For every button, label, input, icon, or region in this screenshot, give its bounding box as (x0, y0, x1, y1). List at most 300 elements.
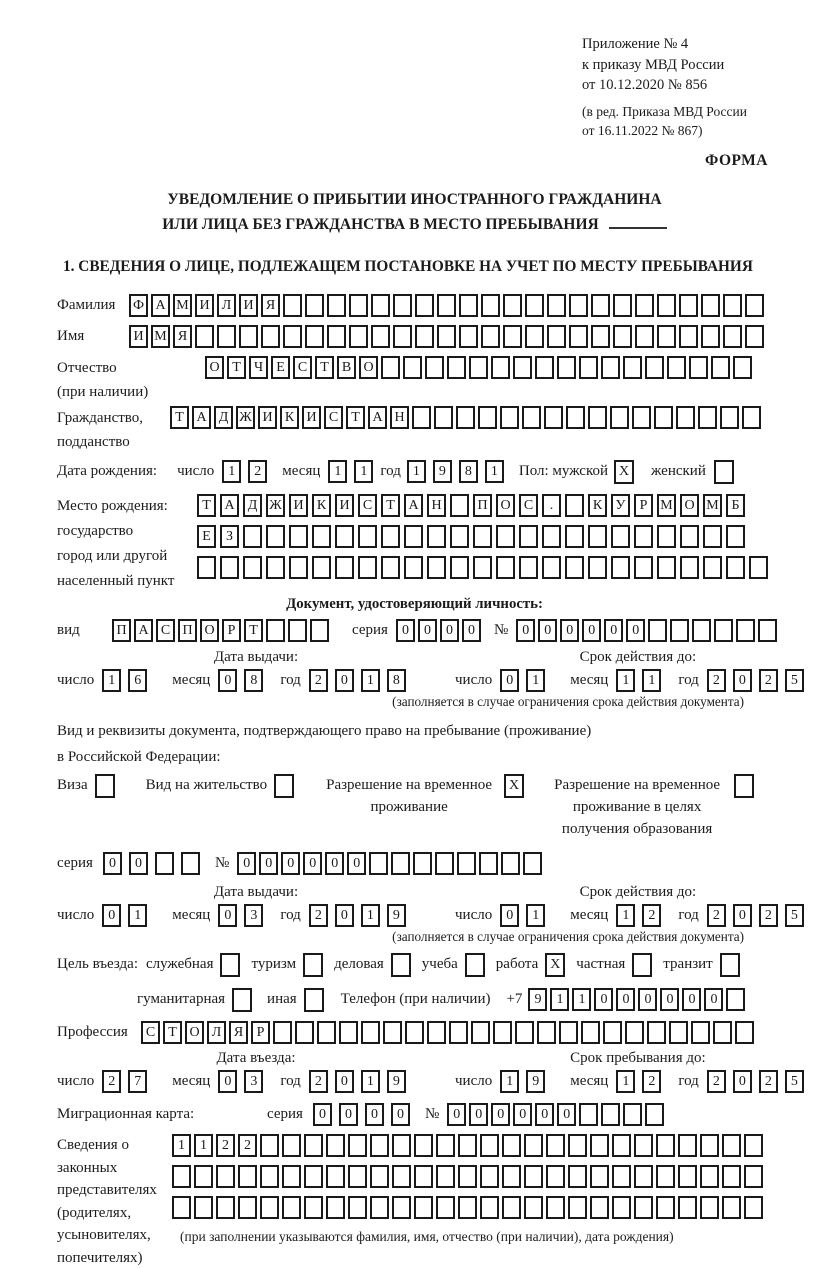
char-cell (736, 619, 755, 642)
char-cell (437, 325, 456, 348)
char-cell: И (289, 494, 308, 517)
char-cell (436, 1196, 455, 1219)
char-cell (480, 1196, 499, 1219)
char-cell: 6 (128, 669, 147, 692)
char-cell: 2 (102, 1070, 121, 1093)
char-cell: 0 (365, 1103, 384, 1126)
char-cell (544, 406, 563, 429)
char-cell (634, 556, 653, 579)
char-cell (274, 774, 294, 798)
birth-place-label-2: государство (57, 522, 134, 539)
char-cell (491, 356, 510, 379)
char-cell (197, 556, 216, 579)
char-cell (744, 1196, 763, 1219)
migration-card-label: Миграционная карта: (57, 1106, 195, 1123)
char-cell (679, 294, 698, 317)
char-cell: С (358, 494, 377, 517)
char-cell (667, 356, 686, 379)
representatives-block (57, 1134, 772, 1269)
char-cell (623, 1103, 642, 1126)
char-cell (220, 953, 240, 977)
entry-month-cells (218, 1070, 270, 1093)
temp-residence-education-checkbox (734, 774, 757, 798)
char-cell (465, 953, 485, 977)
char-cell (327, 325, 346, 348)
char-cell: 1 (500, 1070, 519, 1093)
char-cell: 1 (616, 669, 635, 692)
char-cell (502, 1165, 521, 1188)
purpose-work-label: работа (495, 956, 539, 973)
char-cell: 0 (237, 852, 256, 875)
char-cell (714, 619, 733, 642)
purpose-humanitarian-checkbox (232, 988, 255, 1012)
residence-intro-line2: в Российской Федерации: (57, 748, 221, 765)
char-cell (714, 460, 734, 484)
representatives-label-5: усыновителях, (57, 1227, 151, 1244)
residence-issue-heading: Дата выдачи: (213, 884, 299, 901)
char-cell (358, 556, 377, 579)
temp-residence-education-option (547, 774, 757, 840)
char-cell (392, 1165, 411, 1188)
identity-expiry-year-cells (707, 669, 811, 692)
char-cell (304, 1134, 323, 1157)
char-cell: С (156, 619, 175, 642)
char-cell (172, 1165, 191, 1188)
char-cell: 0 (538, 619, 557, 642)
residence-series-label: серия (57, 855, 93, 872)
char-cell: 1 (526, 904, 545, 927)
char-cell: 0 (733, 904, 752, 927)
char-cell: 0 (469, 1103, 488, 1126)
purpose-humanitarian-label: гуманитарная (137, 991, 226, 1008)
char-cell (523, 852, 542, 875)
char-cell (569, 325, 588, 348)
purpose-humanitarian-option (137, 988, 255, 1012)
char-cell: 0 (335, 669, 354, 692)
char-cell: 0 (103, 852, 122, 875)
char-cell: К (312, 494, 331, 517)
char-cell: 1 (102, 669, 121, 692)
char-cell (601, 1103, 620, 1126)
char-cell (700, 1196, 719, 1219)
visa-checkbox (95, 774, 118, 798)
char-cell: Я (173, 325, 192, 348)
char-cell (758, 619, 777, 642)
doc-kind-label: вид (57, 621, 80, 638)
purpose-tourism-option (251, 953, 326, 977)
char-cell: 0 (516, 619, 535, 642)
residence-doc-intro (57, 718, 772, 771)
char-cell (217, 325, 236, 348)
char-cell (458, 1165, 477, 1188)
char-cell: М (151, 325, 170, 348)
char-cell (194, 1196, 213, 1219)
char-cell: 0 (313, 1103, 332, 1126)
day-label: число (57, 907, 95, 924)
char-cell: Я (261, 294, 280, 317)
char-cell (393, 325, 412, 348)
char-cell: М (173, 294, 192, 317)
char-cell: 0 (440, 619, 459, 642)
char-cell (537, 1021, 556, 1044)
char-cell: 1 (407, 460, 426, 483)
representatives-label-4: (родителях, (57, 1204, 132, 1221)
purpose-other-label: иная (267, 991, 297, 1008)
char-cell (404, 525, 423, 548)
char-cell: 0 (704, 988, 723, 1011)
char-cell (503, 325, 522, 348)
representatives-label-1: Сведения о (57, 1137, 129, 1154)
char-cell (625, 1021, 644, 1044)
char-cell (703, 525, 722, 548)
char-cell: Т (227, 356, 246, 379)
temp-residence-checkbox (504, 774, 527, 798)
char-cell (525, 294, 544, 317)
char-cell: 0 (447, 1103, 466, 1126)
purpose-study-label: учеба (421, 956, 458, 973)
char-cell (415, 325, 434, 348)
char-cell (611, 556, 630, 579)
char-cell (369, 852, 388, 875)
entry-date (57, 1070, 455, 1093)
char-cell: П (112, 619, 131, 642)
char-cell (404, 556, 423, 579)
char-cell: 0 (733, 1070, 752, 1093)
char-cell: 0 (535, 1103, 554, 1126)
char-cell: 9 (526, 1070, 545, 1093)
char-cell (581, 1021, 600, 1044)
char-cell: Н (427, 494, 446, 517)
char-cell (266, 556, 285, 579)
char-cell (524, 1196, 543, 1219)
purpose-official-checkbox (220, 953, 243, 977)
char-cell (546, 1165, 565, 1188)
day-label: число (57, 671, 95, 688)
char-cell (312, 525, 331, 548)
char-cell (447, 356, 466, 379)
birth-place-row2-cells (197, 525, 772, 548)
char-cell (480, 1134, 499, 1157)
char-cell: 0 (491, 1103, 510, 1126)
char-cell (744, 1134, 763, 1157)
char-cell: . (542, 494, 561, 517)
char-cell (216, 1165, 235, 1188)
char-cell: Т (170, 406, 189, 429)
annex-line-1: Приложение № 4 (582, 36, 689, 52)
char-cell (726, 988, 745, 1011)
purpose-official-option (146, 953, 244, 977)
residence-issue-day-cells (102, 904, 154, 927)
char-cell: 8 (387, 669, 406, 692)
char-cell (678, 1134, 697, 1157)
char-cell: 8 (244, 669, 263, 692)
char-cell: 1 (222, 460, 241, 483)
char-cell (588, 556, 607, 579)
char-cell (692, 619, 711, 642)
char-cell: X (545, 953, 565, 977)
birth-place-row1-cells (197, 494, 772, 517)
doc-series-label: серия (352, 621, 388, 638)
char-cell (232, 988, 252, 1012)
char-cell (634, 1196, 653, 1219)
year-label: год (280, 907, 301, 924)
char-cell: Т (244, 619, 263, 642)
residence-expiry-date (455, 904, 821, 927)
char-cell (547, 325, 566, 348)
char-cell (569, 294, 588, 317)
char-cell: А (404, 494, 423, 517)
stay-day-cells (500, 1070, 552, 1093)
purpose-official-label: служебная (145, 956, 214, 973)
char-cell: 2 (309, 904, 328, 927)
form-label: ФОРМА (704, 152, 768, 170)
char-cell: О (185, 1021, 204, 1044)
char-cell (700, 1165, 719, 1188)
residence-expiry-heading: Срок действия до: (579, 884, 697, 901)
char-cell (473, 556, 492, 579)
char-cell (348, 1134, 367, 1157)
citizenship-label-line2: подданство (57, 433, 130, 450)
char-cell (657, 325, 676, 348)
char-cell (283, 325, 302, 348)
char-cell: Т (346, 406, 365, 429)
char-cell (392, 1134, 411, 1157)
char-cell: 2 (238, 1134, 257, 1157)
char-cell: 0 (347, 852, 366, 875)
phone-prefix: +7 (506, 991, 523, 1008)
char-cell (304, 1165, 323, 1188)
profession-cells (141, 1021, 757, 1044)
char-cell (720, 953, 740, 977)
year-label: год (678, 671, 699, 688)
char-cell: Д (214, 406, 233, 429)
char-cell (632, 406, 651, 429)
char-cell (305, 294, 324, 317)
char-cell (647, 1021, 666, 1044)
char-cell: 0 (218, 1070, 237, 1093)
year-label: год (280, 1073, 301, 1090)
char-cell (282, 1165, 301, 1188)
char-cell: 1 (194, 1134, 213, 1157)
char-cell (524, 1165, 543, 1188)
purpose-study-option (422, 953, 488, 977)
char-cell (745, 325, 764, 348)
char-cell (238, 1196, 257, 1219)
char-cell (610, 406, 629, 429)
char-cell: 2 (707, 904, 726, 927)
char-cell: 2 (759, 1070, 778, 1093)
char-cell: 1 (361, 1070, 380, 1093)
char-cell (744, 1165, 763, 1188)
char-cell (425, 356, 444, 379)
char-cell (579, 1103, 598, 1126)
visa-label: Виза (57, 777, 88, 794)
entry-date-heading: Дата въезда: (216, 1050, 296, 1067)
entry-day-cells (102, 1070, 154, 1093)
annex-line-2: к приказу МВД России (582, 56, 725, 73)
char-cell (635, 294, 654, 317)
char-cell: 0 (218, 904, 237, 927)
char-cell (427, 556, 446, 579)
char-cell: И (335, 494, 354, 517)
char-cell: 0 (391, 1103, 410, 1126)
residence-expiry-year-cells (707, 904, 811, 927)
char-cell (703, 556, 722, 579)
char-cell (481, 325, 500, 348)
representatives-label-6: попечителях) (57, 1249, 143, 1266)
char-cell (496, 556, 515, 579)
char-cell (339, 1021, 358, 1044)
char-cell: 5 (785, 669, 804, 692)
char-cell: Ж (236, 406, 255, 429)
representatives-label-3: представителях (57, 1182, 157, 1199)
char-cell (612, 1134, 631, 1157)
stay-month-cells (616, 1070, 668, 1093)
char-cell: 1 (328, 460, 347, 483)
residence-series-cells (103, 852, 207, 875)
representatives-note: (при заполнении указываются фамилия, имя, отчество (при наличии), дата рождения) (180, 1229, 674, 1245)
char-cell: Т (381, 494, 400, 517)
char-cell: 1 (361, 669, 380, 692)
char-cell (220, 556, 239, 579)
char-cell (613, 325, 632, 348)
purpose-private-checkbox (632, 953, 655, 977)
form-title-line1: УВЕДОМЛЕНИЕ О ПРИБЫТИИ ИНОСТРАННОГО ГРАЖДАНИНА (167, 191, 662, 209)
char-cell (238, 1165, 257, 1188)
char-cell: Ж (266, 494, 285, 517)
char-cell: Ф (129, 294, 148, 317)
month-label: месяц (172, 671, 211, 688)
char-cell: 0 (582, 619, 601, 642)
char-cell (670, 619, 689, 642)
char-cell: 2 (759, 669, 778, 692)
char-cell: 7 (128, 1070, 147, 1093)
purpose-private-option (576, 953, 655, 977)
patronymic-row (57, 356, 772, 404)
identity-expiry-month-cells (616, 669, 668, 692)
char-cell (436, 1165, 455, 1188)
identity-doc-heading: Документ, удостоверяющий личность: (286, 595, 543, 612)
migration-number-label: № (424, 1106, 440, 1123)
char-cell (720, 406, 739, 429)
char-cell (698, 406, 717, 429)
char-cell (155, 852, 174, 875)
migration-series-label: серия (267, 1106, 303, 1123)
char-cell (634, 1165, 653, 1188)
char-cell (568, 1134, 587, 1157)
stay-year-cells (707, 1070, 811, 1093)
char-cell: О (359, 356, 378, 379)
char-cell (335, 556, 354, 579)
char-cell (745, 294, 764, 317)
char-cell: 0 (339, 1103, 358, 1126)
char-cell (501, 852, 520, 875)
char-cell (656, 1134, 675, 1157)
char-cell (742, 406, 761, 429)
char-cell: 0 (281, 852, 300, 875)
char-cell (273, 1021, 292, 1044)
residence-issue-month-cells (218, 904, 270, 927)
char-cell: 0 (500, 904, 519, 927)
char-cell: 9 (528, 988, 547, 1011)
char-cell (437, 294, 456, 317)
residence-number-cells (237, 852, 545, 875)
char-cell (427, 1021, 446, 1044)
birth-place-label-4: населенный пункт (57, 572, 175, 589)
char-cell: 1 (172, 1134, 191, 1157)
char-cell (403, 356, 422, 379)
char-cell (283, 294, 302, 317)
char-cell (522, 406, 541, 429)
stay-until-heading: Срок пребывания до: (570, 1050, 706, 1067)
citizenship-row (57, 406, 772, 454)
char-cell: 0 (102, 904, 121, 927)
residence-permit-checkbox (274, 774, 297, 798)
char-cell: 3 (244, 904, 263, 927)
birth-place-labels (57, 494, 197, 594)
char-cell (414, 1196, 433, 1219)
char-cell (566, 406, 585, 429)
char-cell (391, 852, 410, 875)
char-cell: Я (229, 1021, 248, 1044)
month-label: месяц (570, 1073, 609, 1090)
char-cell: 5 (785, 1070, 804, 1093)
char-cell: 0 (335, 1070, 354, 1093)
identity-expiry-note: (заполняется в случае ограничения срока действия документа) (392, 693, 744, 709)
birth-month-label: месяц (282, 462, 321, 479)
char-cell: 1 (616, 904, 635, 927)
char-cell (568, 1196, 587, 1219)
char-cell (282, 1134, 301, 1157)
char-cell (459, 325, 478, 348)
char-cell (371, 294, 390, 317)
char-cell: 2 (707, 669, 726, 692)
char-cell: Т (163, 1021, 182, 1044)
char-cell (547, 294, 566, 317)
char-cell (481, 294, 500, 317)
char-cell: 0 (594, 988, 613, 1011)
residence-number-label: № (214, 855, 230, 872)
birth-month-cells (328, 460, 380, 483)
char-cell: А (151, 294, 170, 317)
day-label: число (455, 671, 493, 688)
birth-place-cells-rows (197, 494, 772, 587)
char-cell (260, 1196, 279, 1219)
char-cell: 8 (459, 460, 478, 483)
char-cell: 9 (387, 904, 406, 927)
char-cell (657, 556, 676, 579)
char-cell: 2 (309, 1070, 328, 1093)
char-cell (680, 556, 699, 579)
char-cell (656, 1165, 675, 1188)
char-cell (435, 852, 454, 875)
char-cell (500, 406, 519, 429)
char-cell: 3 (244, 1070, 263, 1093)
char-cell (261, 325, 280, 348)
char-cell (305, 325, 324, 348)
char-cell (370, 1134, 389, 1157)
char-cell: 0 (626, 619, 645, 642)
residence-intro-line1: Вид и реквизиты документа, подтверждающего право на пребывание (проживание) (57, 722, 592, 739)
form-title-line2 (57, 213, 772, 238)
char-cell: 0 (325, 852, 344, 875)
char-cell (590, 1134, 609, 1157)
char-cell (613, 294, 632, 317)
char-cell: 9 (433, 460, 452, 483)
char-cell (590, 1165, 609, 1188)
char-cell (632, 953, 652, 977)
char-cell: И (195, 294, 214, 317)
